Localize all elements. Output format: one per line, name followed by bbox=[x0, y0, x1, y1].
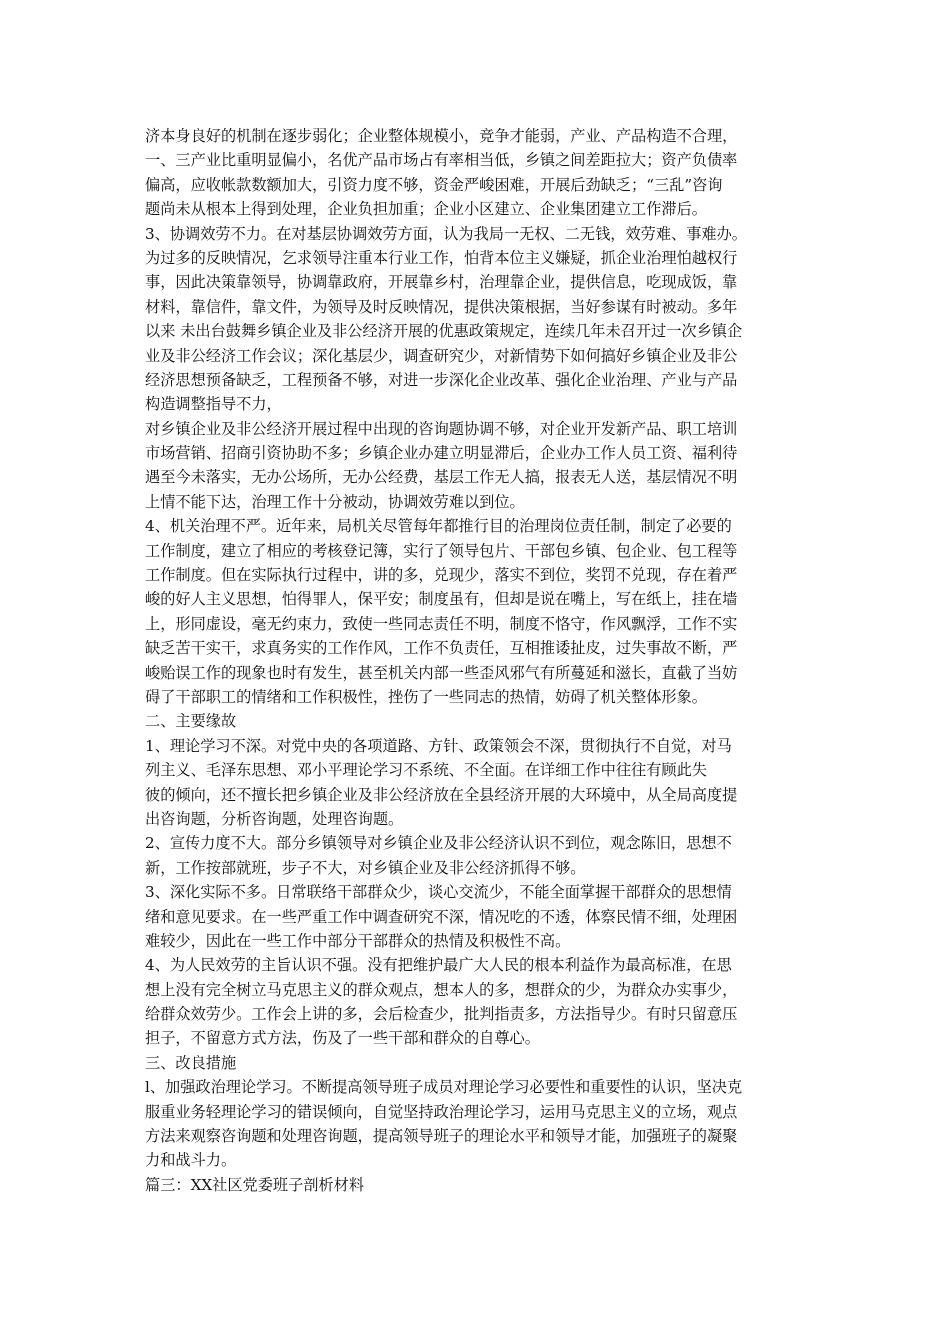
text-line-20: 峻的好人主义思想，怕得罪人，保平安；制度虽有，但却是说在嘴上，写在纸上，挂在墙 bbox=[145, 590, 738, 609]
text-line-4: 题尚未从根本上得到处理，企业负担加重；企业小区建立、企业集团建立工作滞后。 bbox=[145, 200, 707, 219]
text-line-37: 给群众效劳少。工作会上讲的多，会后检查少，批判指责多，方法指导少。有时只留意压 bbox=[145, 1005, 738, 1024]
text-line-7: 事，因此决策靠领导，协调靠政府，开展靠乡村，治理靠企业，提供信息，吃现成饭，靠 bbox=[145, 273, 738, 292]
text-line-34: 难较少，因此在一些工作中部分干部群众的热情及积极性不高。 bbox=[145, 931, 571, 950]
text-line-14: 市场营销、招商引资协助不多；乡镇企业办建立明显滞后，企业办工作人员工资、福利待 bbox=[145, 444, 738, 463]
text-line-12: 构造调整指导不力， bbox=[145, 395, 282, 414]
text-line-26: 1、理论学习不深。对党中央的各项道路、方针、政策领会不深，贯彻执行不自觉，对马 bbox=[145, 736, 732, 755]
text-line-30: 2、宣传力度不大。部分乡镇领导对乡镇企业及非公经济认识不到位，观念陈旧，思想不 bbox=[145, 834, 732, 853]
text-line-10: 业及非公经济工作会议；深化基层少，调查研究少，对新情势下如何搞好乡镇企业及非公 bbox=[145, 346, 738, 365]
text-line-24: 碍了干部职工的情绪和工作积极性，挫伤了一些同志的热情，妨碍了机关整体形象。 bbox=[145, 687, 707, 706]
text-line-42: 方法来观察咨询题和处理咨询题，提高领导班子的理论水平和领导才能，加强班子的凝聚 bbox=[145, 1127, 738, 1146]
text-line-11: 经济思想预备缺乏，工程预备不够，对进一步深化企业改革、强化企业治理、产业与产品 bbox=[145, 370, 738, 389]
text-line-41: 服重业务轻理论学习的错误倾向，自觉坚持政治理论学习，运用马克思主义的立场，观点 bbox=[145, 1102, 738, 1121]
text-line-19: 工作制度。但在实际执行过程中，讲的多，兑现少，落实不到位，奖罚不兑现，存在着严 bbox=[145, 566, 738, 585]
text-line-22: 缺乏苦干实干，求真务实的工作作风，工作不负责任，互相推诿扯皮，过失事故不断，严 bbox=[145, 639, 738, 658]
document-body bbox=[145, 124, 825, 1197]
text-line-13: 对乡镇企业及非公经济开展过程中出现的咨询题协调不够，对企业开发新产品、职工培训 bbox=[145, 419, 738, 438]
text-line-27: 列主义、毛泽东思想、邓小平理论学习不系统、不全面。在详细工作中往往有顾此失 bbox=[145, 761, 707, 780]
text-line-40: l、加强政治理论学习。不断提高领导班子成员对理论学习必要性和重要性的认识，坚决克 bbox=[145, 1078, 743, 1097]
text-line-21: 上，形同虚设，毫无约束力，致使一些同志责任不明，制度不恪守，作风飘浮，工作不实 bbox=[145, 614, 738, 633]
text-line-23: 峻贻误工作的现象也时有发生，甚至机关内部一些歪风邪气有所蔓延和滋长，直截了当妨 bbox=[145, 663, 738, 682]
text-line-18: 工作制度，建立了相应的考核登记簿，实行了领导包片、干部包乡镇、包企业、包工程等 bbox=[145, 541, 738, 560]
text-line-5: 3、协调效劳不力。在对基层协调效劳方面，认为我局一无权、二无钱，效劳难、事难办。 bbox=[145, 224, 747, 243]
text-line-35: 4、为人民效劳的主旨认识不强。没有把维护最广大人民的根本利益作为最高标准，在思 bbox=[145, 956, 732, 975]
text-line-36: 想上没有完全树立马克思主义的群众观点，想本人的多，想群众的少，为群众办实事少， bbox=[145, 980, 738, 999]
text-line-3: 偏高，应收帐款数额加大，引资力度不够，资金严峻困难，开展后劲缺乏；“三乱”咨询 bbox=[145, 175, 723, 194]
section-heading: 三、改良措施 bbox=[145, 1053, 237, 1072]
text-line-2: 一、三产业比重明显偏小，名优产品市场占有率相当低，乡镇之间差距拉大；资产负债率 bbox=[145, 151, 738, 170]
text-line-1: 济本身良好的机制在逐步弱化；企业整体规模小，竞争才能弱，产业、产品构造不合理， bbox=[145, 127, 738, 145]
text-line-29: 出咨询题，分析咨询题，处理咨询题。 bbox=[145, 809, 404, 828]
section-heading: 二、主要缘故 bbox=[145, 712, 237, 731]
article-title: 篇三：XX社区党委班子剖析材料 bbox=[145, 1175, 365, 1194]
text-line-6: 为过多的反映情况，乞求领导注重本行业工作，怕背本位主义嫌疑，抓企业治理怕越权行 bbox=[145, 248, 738, 267]
text-line-16: 上情不能下达，治理工作十分被动，协调效劳难以到位。 bbox=[145, 492, 525, 511]
text-line-17: 4、机关治理不严。近年来，局机关尽管每年都推行目的治理岗位责任制，制定了必要的 bbox=[145, 517, 732, 536]
text-line-28: 彼的倾向，还不擅长把乡镇企业及非公经济放在全县经济开展的大环境中，从全局高度提 bbox=[145, 785, 738, 804]
text-line-15: 遇至今未落实，无办公场所，无办公经费，基层工作无人搞，报表无人送，基层情况不明 bbox=[145, 468, 738, 487]
text-line-31: 新，工作按部就班，步子不大，对乡镇企业及非公经济抓得不够。 bbox=[145, 858, 586, 877]
text-line-38: 担子，不留意方式方法，伤及了一些干部和群众的自尊心。 bbox=[145, 1029, 540, 1048]
text-line-32: 3、深化实际不多。日常联络干部群众少，谈心交流少，不能全面掌握干部群众的思想情 bbox=[145, 883, 732, 902]
text-line-9: 以来 未出台鼓舞乡镇企业及非公经济开展的优惠政策规定，连续几年未召开过一次乡镇企 bbox=[145, 322, 743, 341]
text-line-43: 力和战斗力。 bbox=[145, 1151, 237, 1170]
text-line-8: 材料，靠信件，靠文件，为领导及时反映情况，提供决策根据，当好参谋有时被动。多年 bbox=[145, 297, 738, 316]
text-line-33: 绪和意见要求。在一些严重工作中调查研究不深，情况吃的不透，体察民情不细，处理困 bbox=[145, 907, 738, 926]
